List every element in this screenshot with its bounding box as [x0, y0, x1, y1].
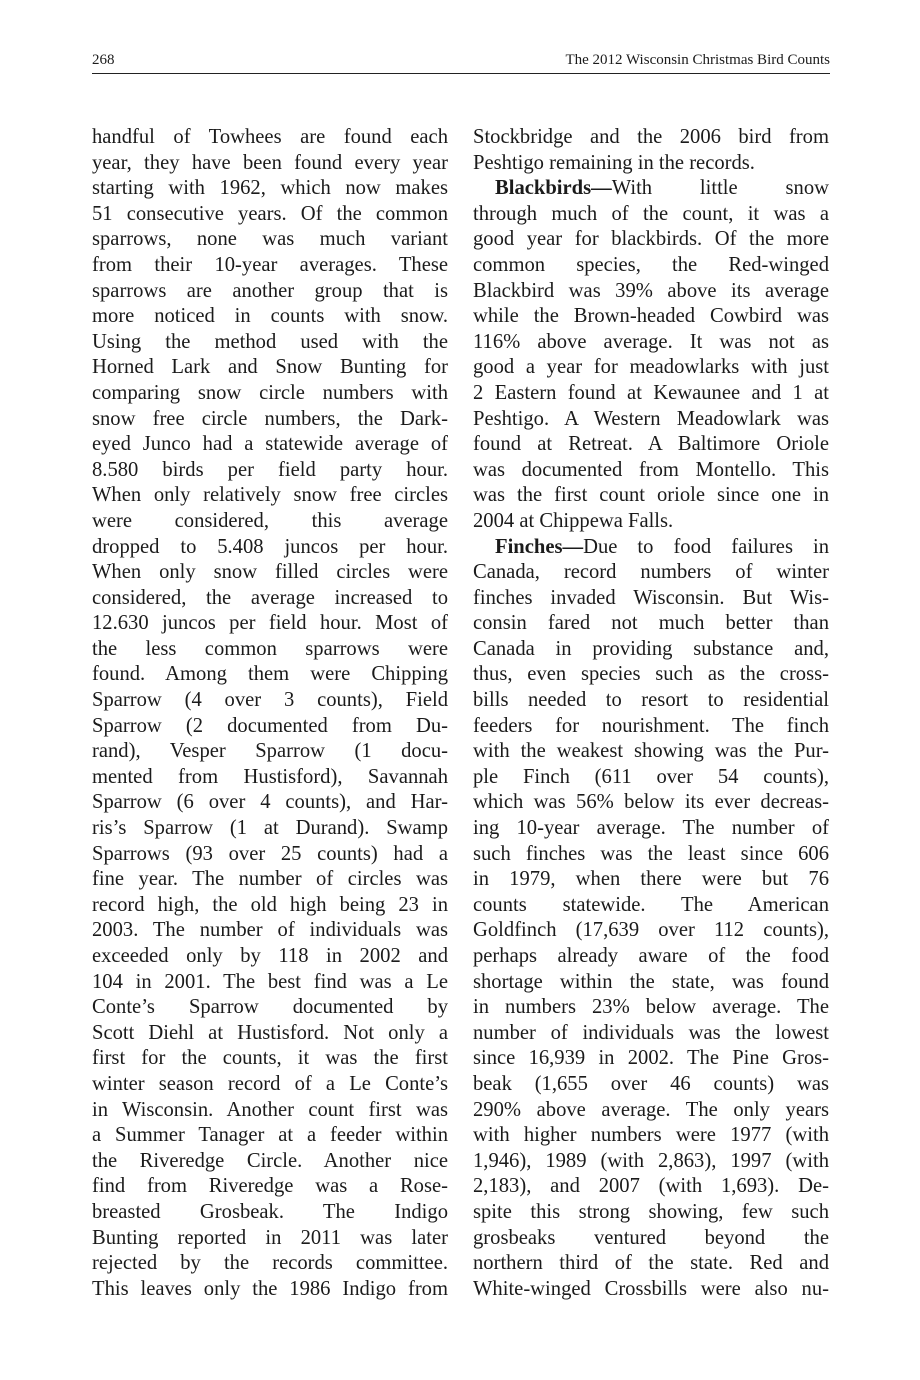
text-line: Sparrow (4 over 3 counts), Field	[92, 689, 448, 712]
blackbirds-paragraph	[473, 176, 829, 534]
text-line: more noticed in counts with snow.	[92, 305, 448, 328]
text-line: grosbeaks ventured beyond the	[473, 1226, 829, 1249]
text-line: feeders for nourishment. The finch	[473, 714, 829, 737]
text-line: comparing snow circle numbers with	[92, 381, 448, 404]
text-line: bills needed to resort to residential	[473, 689, 829, 712]
text-line: which was 56% below its ever decreas-	[473, 791, 829, 814]
header-rule	[92, 73, 830, 74]
text-line: starting with 1962, which now makes	[92, 177, 448, 200]
text-line: ing 10-year average. The number of	[473, 817, 829, 840]
text-line: dropped to 5.408 juncos per hour.	[92, 535, 448, 558]
text-line: while the Brown-headed Cowbird was	[473, 305, 829, 328]
page-number: 268	[92, 52, 115, 68]
text-line: 51 consecutive years. Of the common	[92, 202, 448, 225]
finches-first-line-text: Due to food failures in	[583, 535, 829, 558]
text-line: was documented from Montello. This	[473, 458, 829, 481]
running-header	[92, 50, 830, 72]
text-line: found at Retreat. A Baltimore Oriole	[473, 433, 829, 456]
text-line: through much of the count, it was a	[473, 202, 829, 225]
text-line: Blackbird was 39% above its average	[473, 279, 829, 302]
text-line: perhaps already aware of the food	[473, 945, 829, 967]
text-line: Sparrow (2 documented from Du-	[92, 714, 448, 737]
text-line: 104 in 2001. The best find was a Le	[92, 970, 448, 993]
text-line: Peshtigo remaining in the records.	[473, 151, 755, 174]
text-line: 8.580 birds per field party hour.	[92, 458, 448, 481]
text-line: 12.630 juncos per field hour. Most of	[92, 612, 448, 635]
text-line: northern third of the state. Red and	[473, 1252, 829, 1275]
text-line: Horned Lark and Snow Bunting for	[92, 356, 448, 379]
text-line: eyed Junco had a statewide average of	[92, 433, 448, 456]
text-line: a Summer Tanager at a feeder within	[92, 1124, 448, 1147]
text-line: in 1979, when there were but 76	[473, 868, 829, 891]
text-line: 290% above average. The only years	[473, 1098, 829, 1121]
text-line: ple Finch (611 over 54 counts),	[473, 765, 829, 788]
text-line: 1,946), 1989 (with 2,863), 1997 (with	[473, 1149, 829, 1172]
left-column-text	[92, 125, 448, 1302]
text-line: sparrows, none was much variant	[92, 228, 448, 251]
blackbirds-first-line	[473, 176, 829, 202]
text-line: number of individuals was the lowest	[473, 1021, 829, 1044]
text-line: with higher numbers were 1977 (with	[473, 1124, 829, 1147]
text-line: rejected by the records committee.	[92, 1252, 448, 1275]
text-line: handful of Towhees are found each	[92, 126, 448, 148]
text-line: Conte’s Sparrow documented by	[92, 996, 448, 1019]
text-line: sparrows are another group that is	[92, 279, 448, 302]
text-line: Sparrow (6 over 4 counts), and Har-	[92, 791, 448, 814]
text-line: winter season record of a Le Conte’s	[92, 1072, 448, 1095]
text-line: Stockbridge and the 2006 bird from	[473, 126, 829, 148]
finches-first-line	[473, 535, 829, 561]
text-line: This leaves only the 1986 Indigo from	[92, 1277, 448, 1300]
text-line: Scott Diehl at Hustisford. Not only a	[92, 1021, 448, 1044]
text-line: such finches was the least since 606	[473, 842, 829, 865]
text-line: in numbers 23% below average. The	[473, 996, 829, 1019]
text-line: Sparrows (93 over 25 counts) had a	[92, 842, 448, 865]
text-line: rand), Vesper Sparrow (1 docu-	[92, 740, 448, 763]
text-line: snow free circle numbers, the Dark-	[92, 407, 448, 430]
blackbirds-first-line-text: With little snow	[611, 177, 829, 200]
text-line: When only relatively snow free circles	[92, 484, 448, 507]
finches-text	[473, 560, 829, 1302]
text-line: When only snow filled circles were	[92, 561, 448, 584]
text-line: find from Riveredge was a Rose-	[92, 1175, 448, 1198]
text-line: 2,183), and 2007 (with 1,693). De-	[473, 1175, 829, 1198]
right-column	[473, 125, 829, 1302]
text-line: first for the counts, it was the first	[92, 1047, 448, 1070]
text-line: were considered, this average	[92, 509, 448, 532]
finches-paragraph	[473, 535, 829, 1303]
running-title: The 2012 Wisconsin Christmas Bird Counts	[565, 52, 830, 68]
text-line: beak (1,655 over 46 counts) was	[473, 1072, 829, 1095]
text-line: Peshtigo. A Western Meadowlark was	[473, 407, 829, 430]
text-line: common species, the Red-winged	[473, 253, 829, 276]
text-line: finches invaded Wisconsin. But Wis-	[473, 586, 829, 609]
text-line: Bunting reported in 2011 was later	[92, 1226, 448, 1249]
text-line: Canada, record numbers of winter	[473, 561, 829, 584]
text-line: 2003. The number of individuals was	[92, 919, 448, 942]
finches-heading: Finches—	[495, 535, 584, 558]
text-line: spite this strong showing, few such	[473, 1200, 829, 1223]
text-line: record high, the old high being 23 in	[92, 893, 448, 916]
blackbirds-heading: Blackbirds—	[495, 177, 612, 200]
text-line: the Riveredge Circle. Another nice	[92, 1149, 448, 1172]
text-line: good a year for meadowlarks with just	[473, 356, 829, 379]
text-line: consin fared not much better than	[473, 612, 829, 635]
text-line: counts statewide. The American	[473, 893, 829, 916]
text-line: in Wisconsin. Another count first was	[92, 1098, 448, 1121]
text-line: was the first count oriole since one in	[473, 484, 829, 507]
text-line: considered, the average increased to	[92, 586, 448, 609]
text-line: shortage within the state, was found	[473, 970, 829, 993]
text-line: Goldfinch (17,639 over 112 counts),	[473, 919, 829, 942]
text-line: with the weakest showing was the Pur-	[473, 740, 829, 763]
text-line: exceeded only by 118 in 2002 and	[92, 945, 448, 967]
text-line: 2004 at Chippewa Falls.	[473, 509, 674, 532]
text-line: Using the method used with the	[92, 330, 448, 353]
text-line: breasted Grosbeak. The Indigo	[92, 1200, 448, 1223]
text-line: good year for blackbirds. Of the more	[473, 228, 829, 251]
text-line: found. Among them were Chipping	[92, 663, 448, 686]
text-line: ris’s Sparrow (1 at Durand). Swamp	[92, 817, 448, 840]
text-line: thus, even species such as the cross-	[473, 663, 829, 686]
text-line: mented from Hustisford), Savannah	[92, 765, 448, 788]
text-line: Canada in providing substance and,	[473, 637, 829, 660]
right-column-intro	[473, 125, 829, 176]
text-line: 2 Eastern found at Kewaunee and 1 at	[473, 381, 829, 404]
text-line: since 16,939 in 2002. The Pine Gros-	[473, 1047, 829, 1070]
text-line: White-winged Crossbills were also nu-	[473, 1277, 829, 1300]
text-line: the less common sparrows were	[92, 637, 448, 660]
text-line: year, they have been found every year	[92, 151, 448, 174]
blackbirds-text	[473, 202, 829, 535]
text-line: from their 10-year averages. These	[92, 253, 448, 276]
text-line: 116% above average. It was not as	[473, 330, 829, 353]
text-line: fine year. The number of circles was	[92, 868, 448, 891]
left-column	[92, 125, 448, 1302]
